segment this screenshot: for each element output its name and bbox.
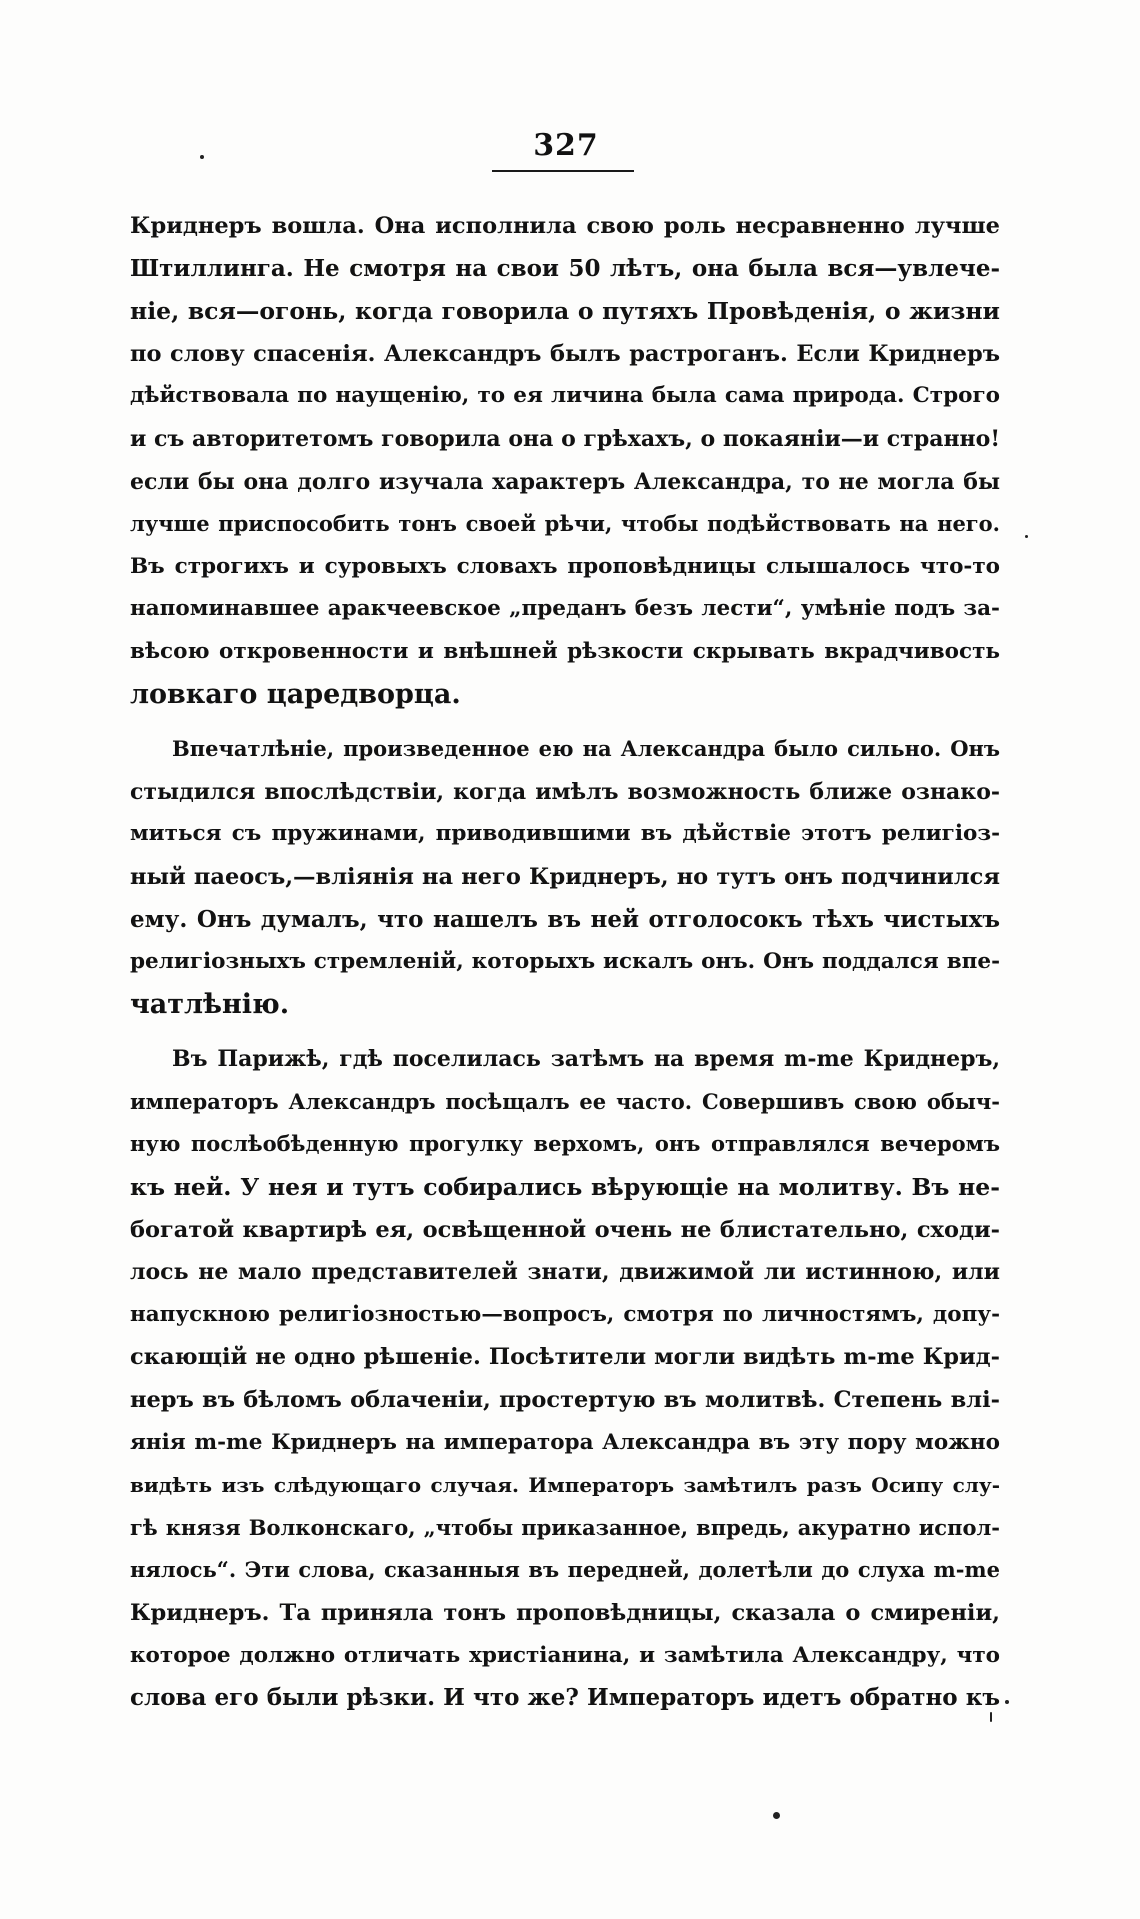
text-line: по слову спасенія. Александръ былъ растроганъ. Если Криднеръ — [130, 340, 1000, 367]
text-line: нялось“. Эти слова, сказанныя въ передней, долетѣли до слуха m-me — [130, 1557, 1000, 1583]
text-line: миться съ пружинами, приводившими въ дѣйствіе этотъ религіоз- — [130, 821, 1000, 847]
text-line: Штиллинга. Не смотря на свои 50 лѣтъ, она была вся—увлече- — [130, 254, 1000, 282]
text-line: скающій не одно рѣшеніе. Посѣтители могли видѣть m-me Крид- — [130, 1344, 1000, 1371]
text-line: стыдился впослѣдствіи, когда имѣлъ возможность ближе ознако- — [130, 778, 1000, 805]
paragraph-3 — [130, 1038, 1000, 1720]
text-line: дѣйствовала по наущенію, то ея личина была сама природа. Строго — [130, 383, 1000, 409]
text-line: напоминавшее аракчеевское „преданъ безъ лести“, умѣніе подъ за- — [130, 596, 1000, 622]
scan-speck — [200, 155, 204, 159]
text-line: слова его были рѣзки. И что же? Императоръ идетъ обратно къ — [130, 1684, 1000, 1712]
scan-speck — [990, 1712, 992, 1722]
text-line: императоръ Александръ посѣщалъ ее часто. Совершивъ свою обыч- — [130, 1088, 1000, 1114]
text-line: ловкаго царедворца. — [130, 678, 461, 710]
text-line: вѣсою откровенности и внѣшней рѣзкости скрывать вкрадчивость — [130, 638, 1000, 664]
text-line: ную послѣобѣденную прогулку верхомъ, онъ отправлялся вечеромъ — [130, 1131, 1000, 1157]
text-line: неръ въ бѣломъ облаченіи, простертую въ молитвѣ. Степень влі- — [130, 1387, 1000, 1414]
text-line: ніе, вся—огонь, когда говорила о путяхъ Провѣденія, о жизни — [130, 297, 1000, 326]
text-line: если бы она долго изучала характеръ Александра, то не могла бы — [130, 468, 1000, 495]
page-number-rule — [492, 170, 634, 172]
scan-speck — [773, 1812, 780, 1819]
scan-speck — [1005, 1700, 1009, 1704]
text-line: Въ строгихъ и суровыхъ словахъ проповѣдницы слышалось что-то — [130, 553, 1000, 579]
text-line: янія m-me Криднеръ на императора Александра въ эту пору можно — [130, 1429, 1000, 1455]
text-line: чатлѣнію. — [130, 988, 290, 1020]
text-line: Криднеръ вошла. Она исполнила свою роль несравненно лучше — [130, 213, 1000, 239]
text-line: лось не мало представителей знати, движимой ли истинною, или — [130, 1259, 1000, 1286]
text-line: религіозныхъ стремленій, которыхъ искалъ онъ. Онъ поддался впе- — [130, 949, 1000, 975]
text-line: Впечатлѣніе, произведенное ею на Александра было сильно. Онъ — [172, 736, 1000, 762]
text-line: ный паеосъ,—вліянія на него Криднеръ, но тутъ онъ подчинился — [130, 863, 1000, 890]
text-line: лучше приспособить тонъ своей рѣчи, чтобы подѣйствовать на него. — [130, 511, 1000, 537]
text-line: къ ней. У нея и тутъ собирались вѣрующіе на молитву. Въ не- — [130, 1173, 1000, 1202]
scan-speck — [1025, 535, 1028, 538]
text-line: богатой квартирѣ ея, освѣщенной очень не блистательно, сходи- — [130, 1216, 1000, 1243]
paragraph-2 — [130, 728, 1000, 1026]
text-line: и съ авторитетомъ говорила она о грѣхахъ, о покаяніи—и странно! — [130, 425, 1000, 452]
text-line: гѣ князя Волконскаго, „чтобы приказанное, впредь, акуратно испол- — [130, 1514, 1000, 1540]
page-number: 327 — [533, 128, 599, 163]
text-line: ему. Онъ думалъ, что нашелъ въ ней отголосокъ тѣхъ чистыхъ — [130, 905, 1000, 933]
text-line: видѣть изъ слѣдующаго случая. Императоръ замѣтилъ разъ Осипу слу- — [130, 1473, 1000, 1498]
text-line: которое должно отличать христіанина, и замѣтила Александру, что — [130, 1642, 1000, 1668]
text-line: напускною религіозностью—вопросъ, смотря по личностямъ, допу- — [130, 1301, 1000, 1327]
text-line: Криднеръ. Та приняла тонъ проповѣдницы, сказала о смиреніи, — [130, 1600, 1000, 1626]
body-text — [130, 205, 1000, 1720]
paragraph-1 — [130, 205, 1000, 716]
text-line: Въ Парижѣ, гдѣ поселилась затѣмъ на время m-me Криднеръ, — [172, 1046, 1000, 1073]
